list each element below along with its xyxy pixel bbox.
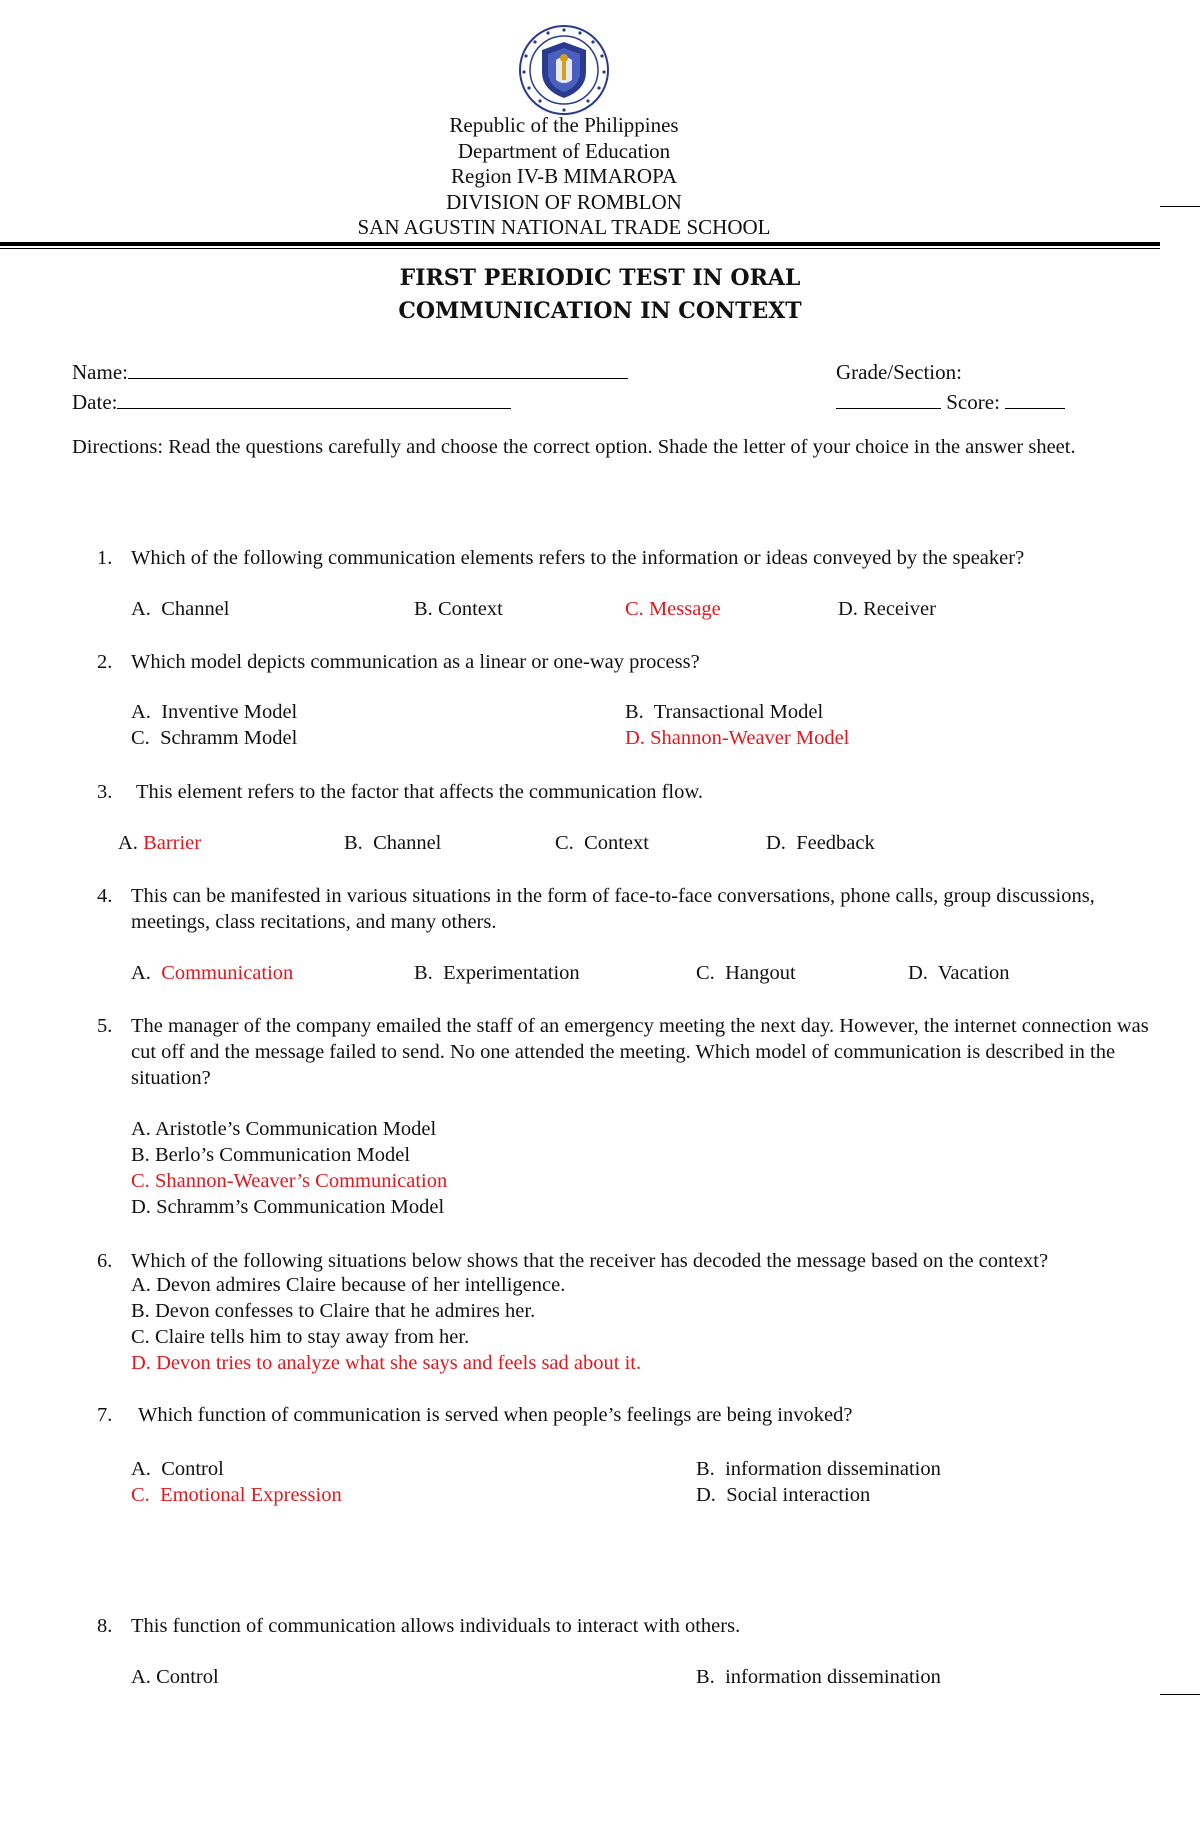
name-blank[interactable] — [128, 360, 628, 379]
option-3c[interactable]: C. Context — [555, 832, 649, 854]
edge-mark — [1160, 206, 1200, 207]
option-2a[interactable]: A. Inventive Model — [131, 701, 298, 723]
option-7b[interactable]: B. information dissemination — [696, 1458, 941, 1480]
option-3d[interactable]: D. Feedback — [766, 832, 875, 854]
question-text: The manager of the company emailed the staff of an emergency meeting the next day. However, the internet connection was cut off and the message failed to send. No one attended the meeting. Which model of communication is described in the situation? — [131, 1015, 1149, 1089]
score-blank[interactable] — [1005, 390, 1065, 409]
option-4b[interactable]: B. Experimentation — [414, 962, 580, 984]
option-5a[interactable]: A. Aristotle’s Communication Model — [131, 1118, 437, 1140]
option-7a[interactable]: A. Control — [131, 1458, 224, 1480]
option-3a[interactable]: A. Barrier — [118, 832, 202, 854]
question-number: 2. — [97, 651, 113, 673]
school-header — [0, 113, 1128, 241]
title-line: FIRST PERIODIC TEST IN ORAL — [399, 265, 801, 291]
date-blank[interactable] — [117, 390, 511, 409]
header-line: Region IV-B MIMAROPA — [451, 164, 677, 188]
option-2c[interactable]: C. Schramm Model — [131, 727, 298, 749]
header-line: SAN AGUSTIN NATIONAL TRADE SCHOOL — [357, 215, 771, 239]
option-2b[interactable]: B. Transactional Model — [625, 701, 824, 723]
option-2d[interactable]: D. Shannon-Weaver Model — [625, 727, 850, 749]
option-5c[interactable]: C. Shannon-Weaver’s Communication — [131, 1170, 448, 1192]
header-line: DIVISION OF ROMBLON — [446, 189, 682, 214]
name-field[interactable] — [72, 360, 628, 385]
option-6b[interactable]: B. Devon confesses to Claire that he admires her. — [131, 1300, 536, 1322]
question-text: Which of the following communication elements refers to the information or ideas conveyed by the speaker? — [131, 547, 1025, 569]
option-6a[interactable]: A. Devon admires Claire because of her intelligence. — [131, 1274, 566, 1296]
header-divider-thin — [0, 248, 1160, 249]
score-label: Score: — [946, 390, 1000, 414]
grade-section-label: Grade/Section: — [836, 360, 962, 384]
question-number: 6. — [97, 1250, 113, 1272]
directions: Directions: Read the questions carefully and choose the correct option. Shade the letter of your choice in the answer sheet. — [72, 436, 1076, 458]
option-5b[interactable]: B. Berlo’s Communication Model — [131, 1144, 411, 1166]
question-text: This function of communication allows individuals to interact with others. — [131, 1615, 741, 1637]
header-line: Department of Education — [457, 138, 671, 163]
option-1d[interactable]: D. Receiver — [838, 598, 936, 620]
option-7d[interactable]: D. Social interaction — [696, 1484, 871, 1506]
option-1c[interactable]: C. Message — [625, 598, 721, 620]
question-number: 7. — [97, 1404, 113, 1426]
question-number: 5. — [97, 1015, 113, 1037]
question-text: Which of the following situations below shows that the receiver has decoded the message based on the context? — [131, 1250, 1049, 1272]
question-text: This can be manifested in various situations in the form of face-to-face conversations, phone calls, group discussions, meetings, class recitations, and many others. — [131, 885, 1095, 933]
option-6c[interactable]: C. Claire tells him to stay away from her. — [131, 1326, 470, 1348]
option-1b[interactable]: B. Context — [414, 598, 503, 620]
date-label: Date: — [72, 390, 118, 414]
question-number: 8. — [97, 1615, 113, 1637]
question-number: 1. — [97, 547, 113, 569]
question-text: Which function of communication is served when people’s feelings are being invoked? — [138, 1404, 853, 1426]
option-4d[interactable]: D. Vacation — [908, 962, 1010, 984]
question-number: 4. — [97, 885, 113, 907]
deped-seal-logo — [518, 24, 610, 116]
option-8a[interactable]: A. Control — [131, 1666, 219, 1688]
option-6d[interactable]: D. Devon tries to analyze what she says and feels sad about it. — [131, 1352, 642, 1374]
option-8b[interactable]: B. information dissemination — [696, 1666, 941, 1688]
header-line: Republic of the Philippines — [449, 113, 679, 137]
header-divider — [0, 242, 1160, 246]
date-field[interactable] — [72, 390, 511, 415]
option-3b[interactable]: B. Channel — [344, 832, 442, 854]
question-number: 3. — [97, 781, 113, 803]
score-field[interactable] — [836, 390, 1065, 415]
option-1a[interactable]: A. Channel — [131, 598, 230, 620]
test-title — [0, 262, 1200, 328]
question-text: This element refers to the factor that affects the communication flow. — [136, 781, 703, 803]
name-label: Name: — [72, 360, 128, 384]
option-7c[interactable]: C. Emotional Expression — [131, 1484, 342, 1506]
option-5d[interactable]: D. Schramm’s Communication Model — [131, 1196, 445, 1218]
question-text: Which model depicts communication as a linear or one-way process? — [131, 651, 700, 673]
section-blank[interactable] — [836, 390, 941, 409]
option-4a[interactable]: A. Communication — [131, 962, 294, 984]
option-4c[interactable]: C. Hangout — [696, 962, 796, 984]
edge-mark — [1160, 1694, 1200, 1695]
title-line: COMMUNICATION IN CONTEXT — [398, 298, 802, 324]
